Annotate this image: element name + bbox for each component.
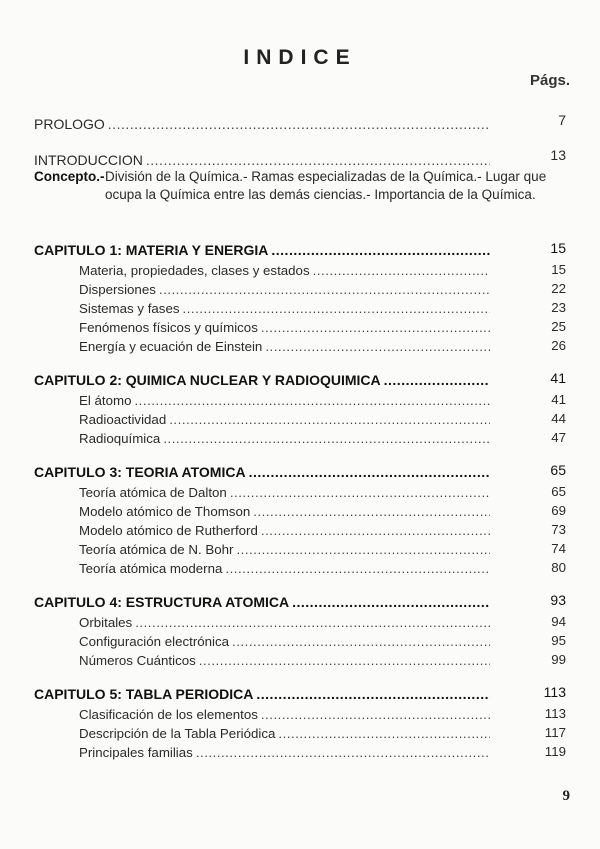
subentry-label: Sistemas y fases: [79, 301, 180, 316]
subentry-label: Radioactividad: [79, 412, 167, 427]
page-number: 117: [544, 725, 566, 740]
page-number: 15: [550, 240, 566, 256]
dot-leader: [135, 615, 490, 630]
toc-entry-introduccion[interactable]: [34, 152, 494, 168]
page-title: INDICE: [243, 46, 357, 69]
subentry-label: Dispersiones: [79, 282, 156, 297]
dot-leader: [261, 320, 490, 335]
page-number: 99: [551, 652, 566, 667]
dot-leader: [236, 542, 490, 557]
subentry-label: Principales familias: [79, 745, 193, 760]
toc-subentry[interactable]: [79, 504, 494, 519]
toc-chapter-5[interactable]: [34, 686, 494, 702]
page-number-footer: 9: [562, 788, 570, 804]
subentry-label: Materia, propiedades, clases y estados: [79, 263, 310, 278]
page-number: 13: [550, 147, 566, 163]
page-number: 113: [544, 706, 566, 721]
toc-subentry[interactable]: [79, 263, 494, 278]
dot-leader: [196, 745, 490, 760]
page-number: 7: [558, 112, 566, 128]
page-number: 41: [550, 370, 566, 386]
page-number: 74: [551, 541, 566, 556]
toc-subentry[interactable]: [79, 393, 494, 408]
dot-leader: [163, 431, 490, 446]
page-number: 119: [544, 744, 566, 759]
toc-subentry[interactable]: [79, 634, 494, 649]
subentry-label: Modelo atómico de Thomson: [79, 504, 251, 519]
toc-subentry[interactable]: [79, 301, 494, 316]
toc-chapter-2[interactable]: [34, 372, 494, 388]
concepto-paragraph: [34, 168, 574, 204]
dot-leader: [159, 282, 490, 297]
page-number: 80: [551, 560, 566, 575]
subentry-label: Descripción de la Tabla Periódica: [79, 726, 276, 741]
dot-leader: [108, 116, 490, 132]
dot-leader: [169, 412, 490, 427]
dot-leader: [261, 523, 490, 538]
page-number: 26: [551, 338, 566, 353]
toc-entry-label: INTRODUCCION: [34, 152, 143, 168]
subentry-label: Modelo atómico de Rutherford: [79, 523, 258, 538]
dot-leader: [278, 726, 490, 741]
dot-leader: [261, 707, 490, 722]
chapter-title: CAPITULO 2: QUIMICA NUCLEAR Y RADIOQUIMICA: [34, 372, 381, 388]
toc-chapter-4[interactable]: [34, 594, 494, 610]
toc-subentry[interactable]: [79, 707, 494, 722]
dot-leader: [265, 339, 490, 354]
dot-leader: [313, 263, 490, 278]
toc-subentry[interactable]: [79, 412, 494, 427]
page-number: 65: [551, 484, 566, 499]
toc-chapter-1[interactable]: [34, 242, 494, 258]
dot-leader: [249, 464, 490, 480]
toc-subentry[interactable]: [79, 653, 494, 668]
subentry-label: Energía y ecuación de Einstein: [79, 339, 263, 354]
toc-subentry[interactable]: [79, 282, 494, 297]
dot-leader: [230, 485, 490, 500]
subentry-label: Números Cuánticos: [79, 653, 196, 668]
subentry-label: Teoría atómica de Dalton: [79, 485, 227, 500]
toc-subentry[interactable]: [79, 485, 494, 500]
dot-leader: [253, 504, 490, 519]
page-number: 47: [551, 430, 566, 445]
subentry-label: Teoría atómica de N. Bohr: [79, 542, 234, 557]
concepto-text: División de la Química.- Ramas especializadas de la Química.- Lugar que ocupa la Química entre las demás ciencias.- Importancia de la Química.: [105, 169, 547, 202]
chapter-title: CAPITULO 3: TEORIA ATOMICA: [34, 464, 246, 480]
subentry-label: Fenómenos físicos y químicos: [79, 320, 258, 335]
toc-chapter-3[interactable]: [34, 464, 494, 480]
subentry-label: Configuración electrónica: [79, 634, 230, 649]
dot-leader: [256, 686, 490, 702]
toc-subentry[interactable]: [79, 615, 494, 630]
dot-leader: [271, 242, 490, 258]
dot-leader: [225, 561, 490, 576]
page-number: 95: [551, 633, 566, 648]
toc-subentry[interactable]: [79, 745, 494, 760]
page-number: 41: [551, 392, 566, 407]
subentry-label: Clasificación de los elementos: [79, 707, 258, 722]
dot-leader: [292, 594, 490, 610]
concepto-label: Concepto.-: [34, 169, 105, 184]
toc-entry-prologo[interactable]: [34, 116, 494, 132]
subentry-label: Orbitales: [79, 615, 133, 630]
page-number: 113: [543, 684, 566, 700]
toc-subentry[interactable]: [79, 726, 494, 741]
dot-leader: [146, 152, 490, 168]
page-number: 65: [550, 462, 566, 478]
page-number: 73: [551, 522, 566, 537]
toc-subentry[interactable]: [79, 431, 494, 446]
dot-leader: [134, 393, 490, 408]
toc-subentry[interactable]: [79, 320, 494, 335]
toc-entry-label: PROLOGO: [34, 116, 105, 132]
page-number: 15: [551, 262, 566, 277]
page-number: 93: [550, 592, 566, 608]
dot-leader: [199, 653, 490, 668]
chapter-title: CAPITULO 4: ESTRUCTURA ATOMICA: [34, 594, 290, 610]
toc-subentry[interactable]: [79, 339, 494, 354]
toc-subentry[interactable]: [79, 561, 494, 576]
page-number: 44: [551, 411, 566, 426]
page-number: 23: [551, 300, 566, 315]
dot-leader: [384, 372, 490, 388]
dot-leader: [183, 301, 491, 316]
pages-column-header: Págs.: [529, 72, 570, 89]
dot-leader: [232, 634, 490, 649]
subentry-label: Teoría atómica moderna: [79, 561, 223, 576]
page-number: 22: [551, 281, 566, 296]
chapter-title: CAPITULO 1: MATERIA Y ENERGIA: [34, 242, 269, 258]
toc-subentry[interactable]: [79, 523, 494, 538]
subentry-label: El átomo: [79, 393, 132, 408]
page-number: 69: [551, 503, 566, 518]
page-number: 25: [551, 319, 566, 334]
toc-subentry[interactable]: [79, 542, 494, 557]
chapter-title: CAPITULO 5: TABLA PERIODICA: [34, 686, 254, 702]
subentry-label: Radioquímica: [79, 431, 161, 446]
page-number: 94: [551, 614, 566, 629]
